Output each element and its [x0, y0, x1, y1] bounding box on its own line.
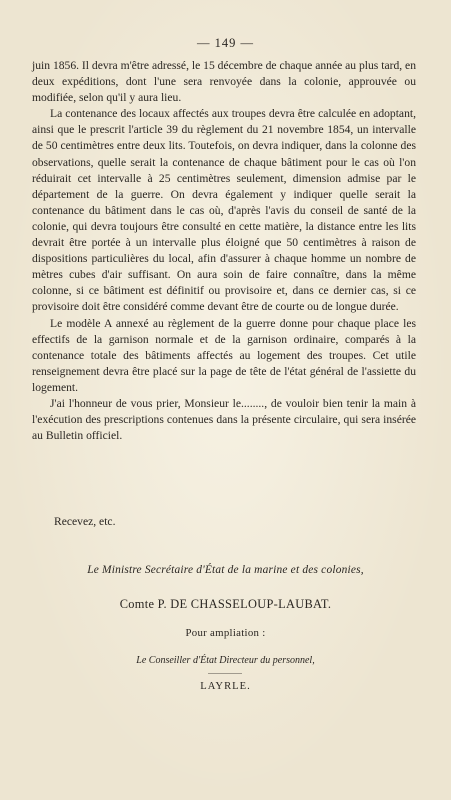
signatory-name: Comte P. DE CHASSELOUP-LAUBAT. [119, 597, 332, 611]
paragraph-modele: Le modèle A annexé au règlement de la guerre donne pour chaque place les effectifs de la garnison normale et de la garnison ordinaire, comparés à la contenance totale des bâtiments affectés au logement des troupes. Cet utile renseignement devra être placé sur la page de tête de l'état général de l'assiette du logement. [32, 316, 416, 394]
paragraph-continuation: juin 1856. Il devra m'être adressé, le 15 décembre de chaque année au plus tard, en deux expéditions, dont l'une sera renvoyée dans la colonie, approuvée ou modifiée, selon qu'il y aura lieu. [32, 59, 416, 105]
salutation: Recevez, etc. [54, 515, 116, 528]
paragraph-closing-request: J'ai l'honneur de vous prier, Monsieur le........, de vouloir bien tenir la main à l'exécution des prescriptions contenues dans la présente circulaire, qui sera insérée au Bulletin officiel. [32, 396, 416, 443]
conseiller-title: Le Conseiller d'État Directeur du personnel, [136, 655, 315, 666]
ampliation-line: Pour ampliation : [185, 627, 266, 639]
page-number: — 149 — [197, 36, 254, 50]
body-text [32, 58, 416, 444]
divider-rule [208, 673, 242, 674]
minister-title: Le Ministre Secrétaire d'État de la marine et des colonies, [87, 564, 364, 576]
paragraph-contenance: La contenance des locaux affectés aux troupes devra être calculée en adoptant, ainsi que le prescrit l'article 39 du règlement du 21 novembre 1854, un intervalle de 50 centimètres entre deux lits. Toutefois, on devra indiquer, dans la colonne des observations, quelle serait la contenance de chaque bâtiment pour le cas où l'on réduirait cet intervalle à 25 centimètres seulement, dimension admise par le département de la guerre. On devra également y indiquer quelle serait la contenance du bâtiment dans le cas où, d'après l'avis du conseil de santé de la colonie, qui devra toujours être consulté en cette matière, la distance entre les lits devrait être portée à un intervalle plus éloigné que 50 centimètres à raison de dispositions particulières du local, afin d'assurer à chaque homme un nombre de mètres cubes d'air suffisant. On aura soin de faire connaître, dans la même colonne, si ce bâtiment est définitif ou provisoire et, dans ce dernier cas, si ce provisoire doit être considéré comme devant être de courte ou de longue durée. [32, 107, 416, 314]
conseiller-name: LAYRLE. [200, 681, 251, 692]
